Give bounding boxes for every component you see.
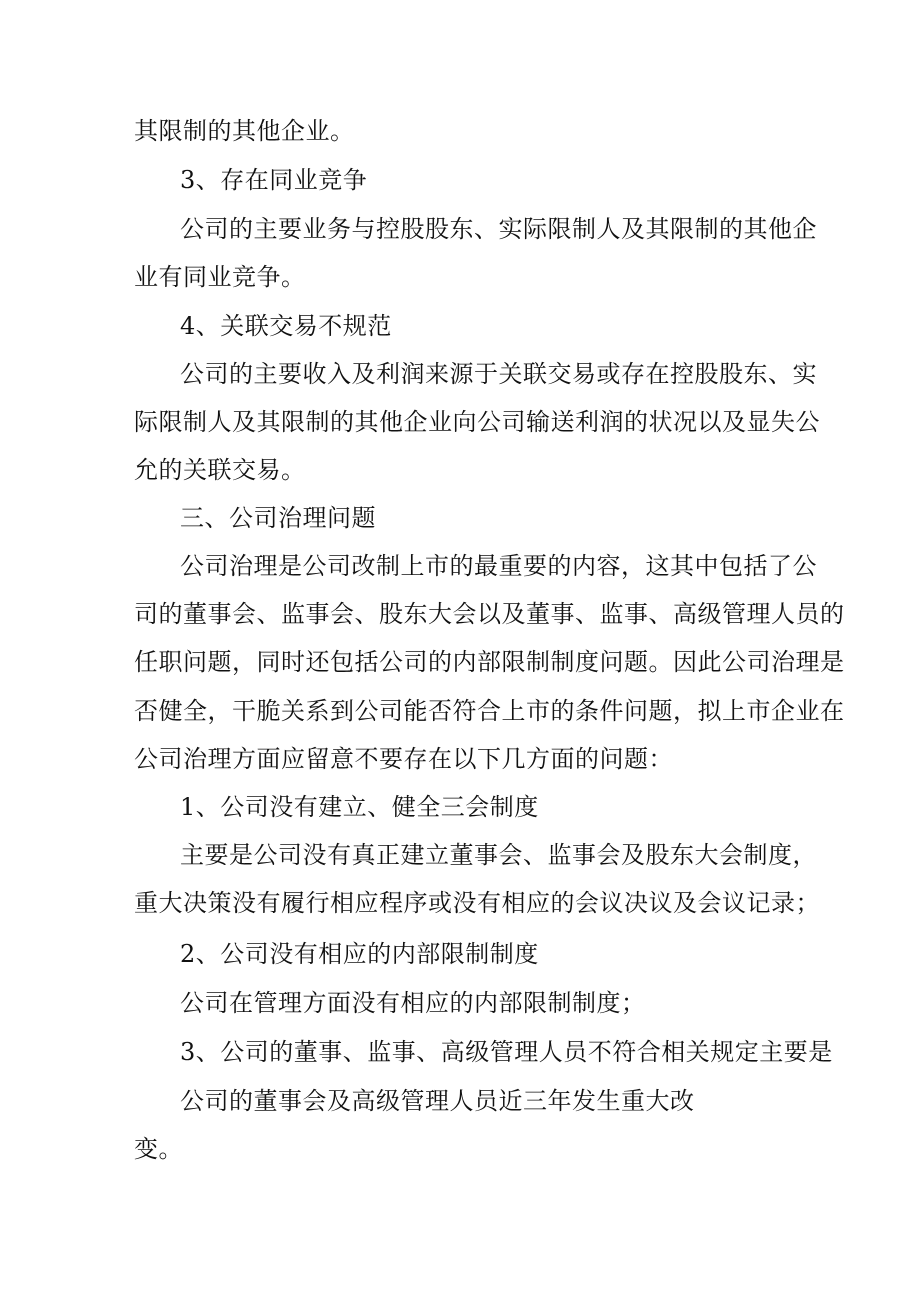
text-line: 公司的主要业务与控股股东、实际限制人及其限制的其他企 bbox=[180, 215, 817, 243]
text-line: 公司的主要收入及利润来源于关联交易或存在控股股东、实 bbox=[180, 360, 817, 388]
text-line: 司的董事会、监事会、股东大会以及董事、监事、高级管理人员的 bbox=[134, 600, 845, 628]
text-line: 际限制人及其限制的其他企业向公司输送利润的状况以及显失公 bbox=[134, 408, 820, 436]
section-heading: 1、公司没有建立、健全三会制度 bbox=[180, 793, 539, 821]
text-line: 主要是公司没有真正建立董事会、监事会及股东大会制度， bbox=[180, 841, 817, 869]
section-heading: 2、公司没有相应的内部限制制度 bbox=[180, 940, 539, 968]
text-line: 变。 bbox=[134, 1135, 183, 1163]
text-line: 公司治理方面应留意不要存在以下几方面的问题： bbox=[134, 745, 673, 773]
text-line: 任职问题，同时还包括公司的内部限制制度问题。因此公司治理是 bbox=[134, 648, 845, 676]
text-line: 公司治理是公司改制上市的最重要的内容，这其中包括了公 bbox=[180, 552, 817, 580]
text-line: 允的关联交易。 bbox=[134, 456, 306, 484]
text-line: 否健全，干脆关系到公司能否符合上市的条件问题，拟上市企业在 bbox=[134, 697, 845, 725]
text-line: 公司在管理方面没有相应的内部限制制度； bbox=[180, 989, 646, 1017]
text-line: 公司的董事会及高级管理人员近三年发生重大改 bbox=[180, 1087, 695, 1115]
text-line: 业有同业竞争。 bbox=[134, 263, 306, 291]
section-heading: 3、存在同业竞争 bbox=[180, 166, 368, 194]
section-heading: 三、公司治理问题 bbox=[180, 504, 376, 532]
text-line: 重大决策没有履行相应程序或没有相应的会议决议及会议记录； bbox=[134, 889, 820, 917]
text-line: 其限制的其他企业。 bbox=[134, 117, 355, 145]
section-heading: 4、关联交易不规范 bbox=[180, 312, 392, 340]
section-heading: 3、公司的董事、监事、高级管理人员不符合相关规定主要是 bbox=[180, 1038, 833, 1066]
